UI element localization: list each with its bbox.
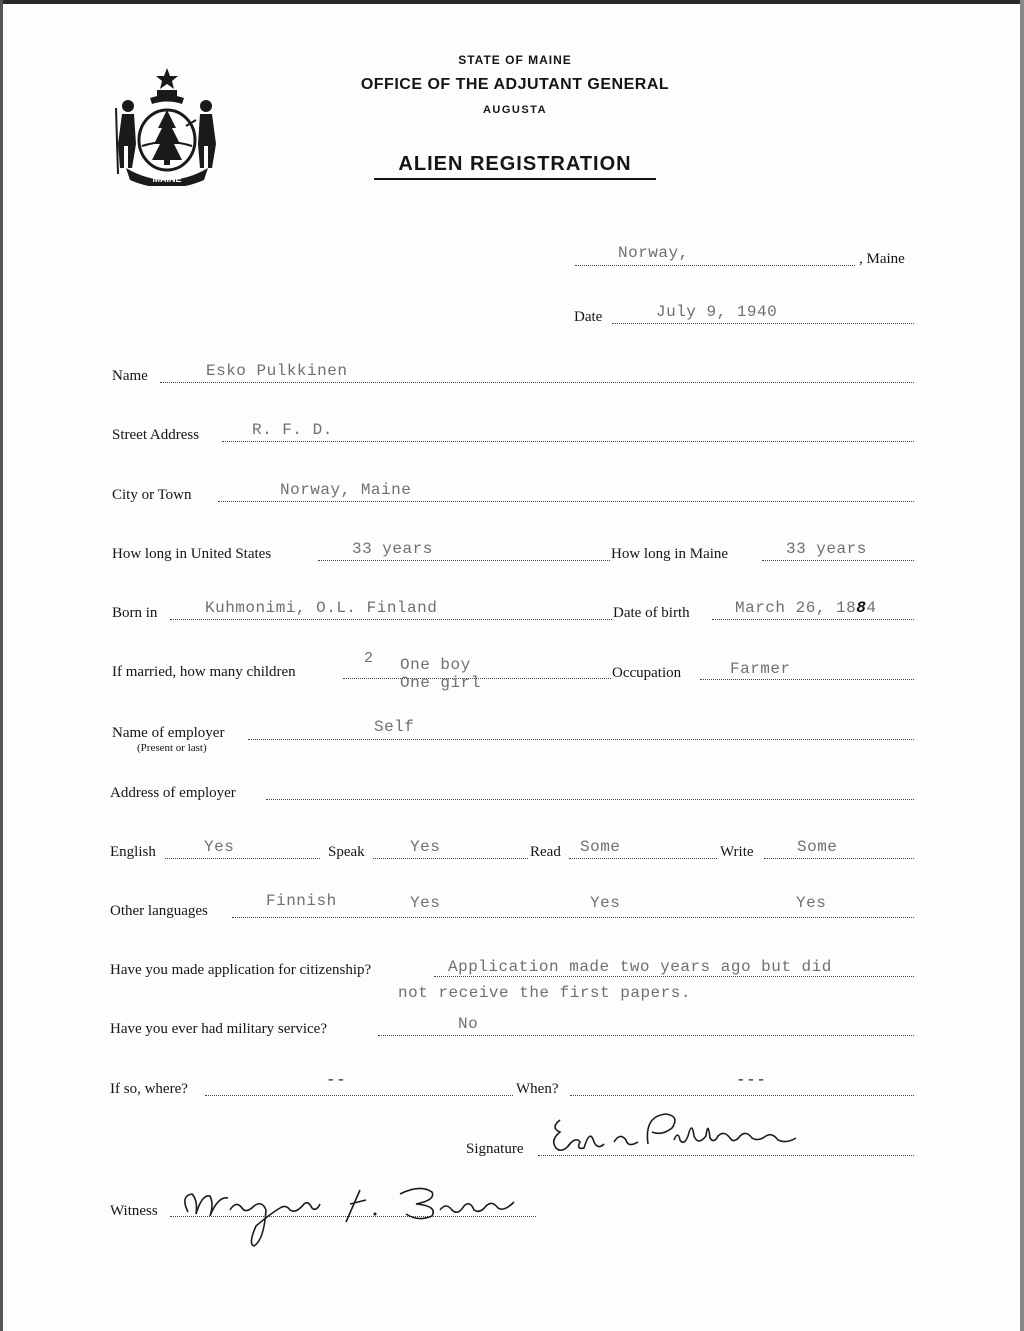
maine-time-value: 33 years — [786, 540, 867, 558]
employer-value: Self — [374, 718, 415, 736]
military-label: Have you ever had military service? — [110, 1021, 327, 1037]
when-line — [570, 1095, 914, 1096]
born-value: Kuhmonimi, O.L. Finland — [205, 599, 438, 617]
header-office: OFFICE OF THE ADJUTANT GENERAL — [360, 76, 670, 93]
children-label: If married, how many children — [112, 664, 296, 680]
witness-signature — [170, 1170, 530, 1250]
scan-border-top — [0, 0, 1024, 4]
us-time-label: How long in United States — [112, 546, 272, 562]
where-line — [205, 1095, 513, 1096]
children-count: 2 — [364, 650, 374, 667]
scan-border-right — [1020, 0, 1024, 1331]
maine-state-seal-icon — [112, 64, 222, 186]
when-label: When? — [516, 1081, 559, 1097]
date-value: July 9, 1940 — [656, 303, 778, 321]
name-value: Esko Pulkkinen — [206, 362, 348, 380]
city-label: City or Town — [112, 487, 192, 503]
citizenship-answer-line1: Application made two years ago but did — [448, 958, 832, 976]
write-line — [764, 858, 914, 859]
city-line — [218, 501, 914, 502]
read-line — [569, 858, 717, 859]
speak-line — [373, 858, 528, 859]
name-label: Name — [112, 368, 148, 384]
citizenship-line — [434, 976, 914, 977]
other-language-speak: Yes — [410, 894, 441, 912]
english-value: Yes — [204, 838, 235, 856]
street-value: R. F. D. — [252, 421, 333, 439]
town-line — [575, 265, 855, 266]
witness-label: Witness — [110, 1203, 158, 1219]
maine-time-line — [762, 560, 914, 561]
citizenship-answer-line2: not receive the first papers. — [398, 984, 691, 1002]
signature-label: Signature — [466, 1141, 524, 1157]
speak-label: Speak — [328, 844, 365, 860]
other-language-read: Yes — [590, 894, 621, 912]
born-line — [170, 619, 612, 620]
us-time-line — [318, 560, 610, 561]
dob-value — [735, 599, 876, 617]
children-detail-2: One girl — [400, 674, 481, 692]
us-time-value: 33 years — [352, 540, 433, 558]
military-line — [378, 1035, 914, 1036]
dob-corrected-digit: 8 — [856, 599, 867, 617]
where-label: If so, where? — [110, 1081, 188, 1097]
street-line — [222, 441, 914, 442]
occupation-value: Farmer — [730, 660, 791, 678]
when-value: --- — [736, 1071, 767, 1089]
street-label: Street Address — [112, 427, 200, 443]
header-state: STATE OF MAINE — [458, 53, 572, 67]
employer-address-line — [266, 799, 914, 800]
citizenship-label: Have you made application for citizenship? — [110, 962, 372, 978]
other-language-name: Finnish — [266, 892, 337, 910]
dob-label: Date of birth — [613, 605, 690, 621]
military-value: No — [458, 1015, 479, 1033]
form-title: ALIEN REGISTRATION — [374, 153, 656, 180]
employer-address-label: Address of employer — [110, 785, 236, 801]
scan-border-left — [0, 0, 3, 1331]
employer-line — [248, 739, 914, 740]
other-languages-line — [232, 917, 914, 918]
where-value: -- — [326, 1071, 347, 1089]
date-line — [612, 323, 914, 324]
dob-value-suffix: 4 — [866, 599, 877, 617]
header-city: AUGUSTA — [482, 104, 548, 116]
date-label: Date — [574, 309, 603, 325]
maine-time-label: How long in Maine — [611, 546, 729, 562]
other-language-write: Yes — [796, 894, 827, 912]
other-languages-label: Other languages — [110, 903, 208, 919]
dob-value-prefix: March 26, 18 — [735, 599, 857, 617]
occupation-label: Occupation — [612, 665, 682, 681]
employer-sublabel: (Present or last) — [137, 742, 207, 754]
town-state-label: , Maine — [859, 251, 905, 267]
employer-label: Name of employer — [112, 725, 225, 741]
english-label: English — [110, 844, 156, 860]
applicant-signature — [548, 1106, 808, 1158]
occupation-line — [700, 679, 914, 680]
write-value: Some — [797, 838, 838, 856]
speak-value: Yes — [410, 838, 441, 856]
svg-text:MAINE: MAINE — [152, 174, 182, 184]
born-label: Born in — [112, 605, 158, 621]
english-line — [165, 858, 320, 859]
town-value: Norway, — [618, 244, 689, 262]
name-line — [160, 382, 914, 383]
children-detail-1: One boy — [400, 656, 471, 674]
dob-line — [712, 619, 914, 620]
city-value: Norway, Maine — [280, 481, 412, 499]
write-label: Write — [720, 844, 754, 860]
read-label: Read — [530, 844, 561, 860]
read-value: Some — [580, 838, 621, 856]
